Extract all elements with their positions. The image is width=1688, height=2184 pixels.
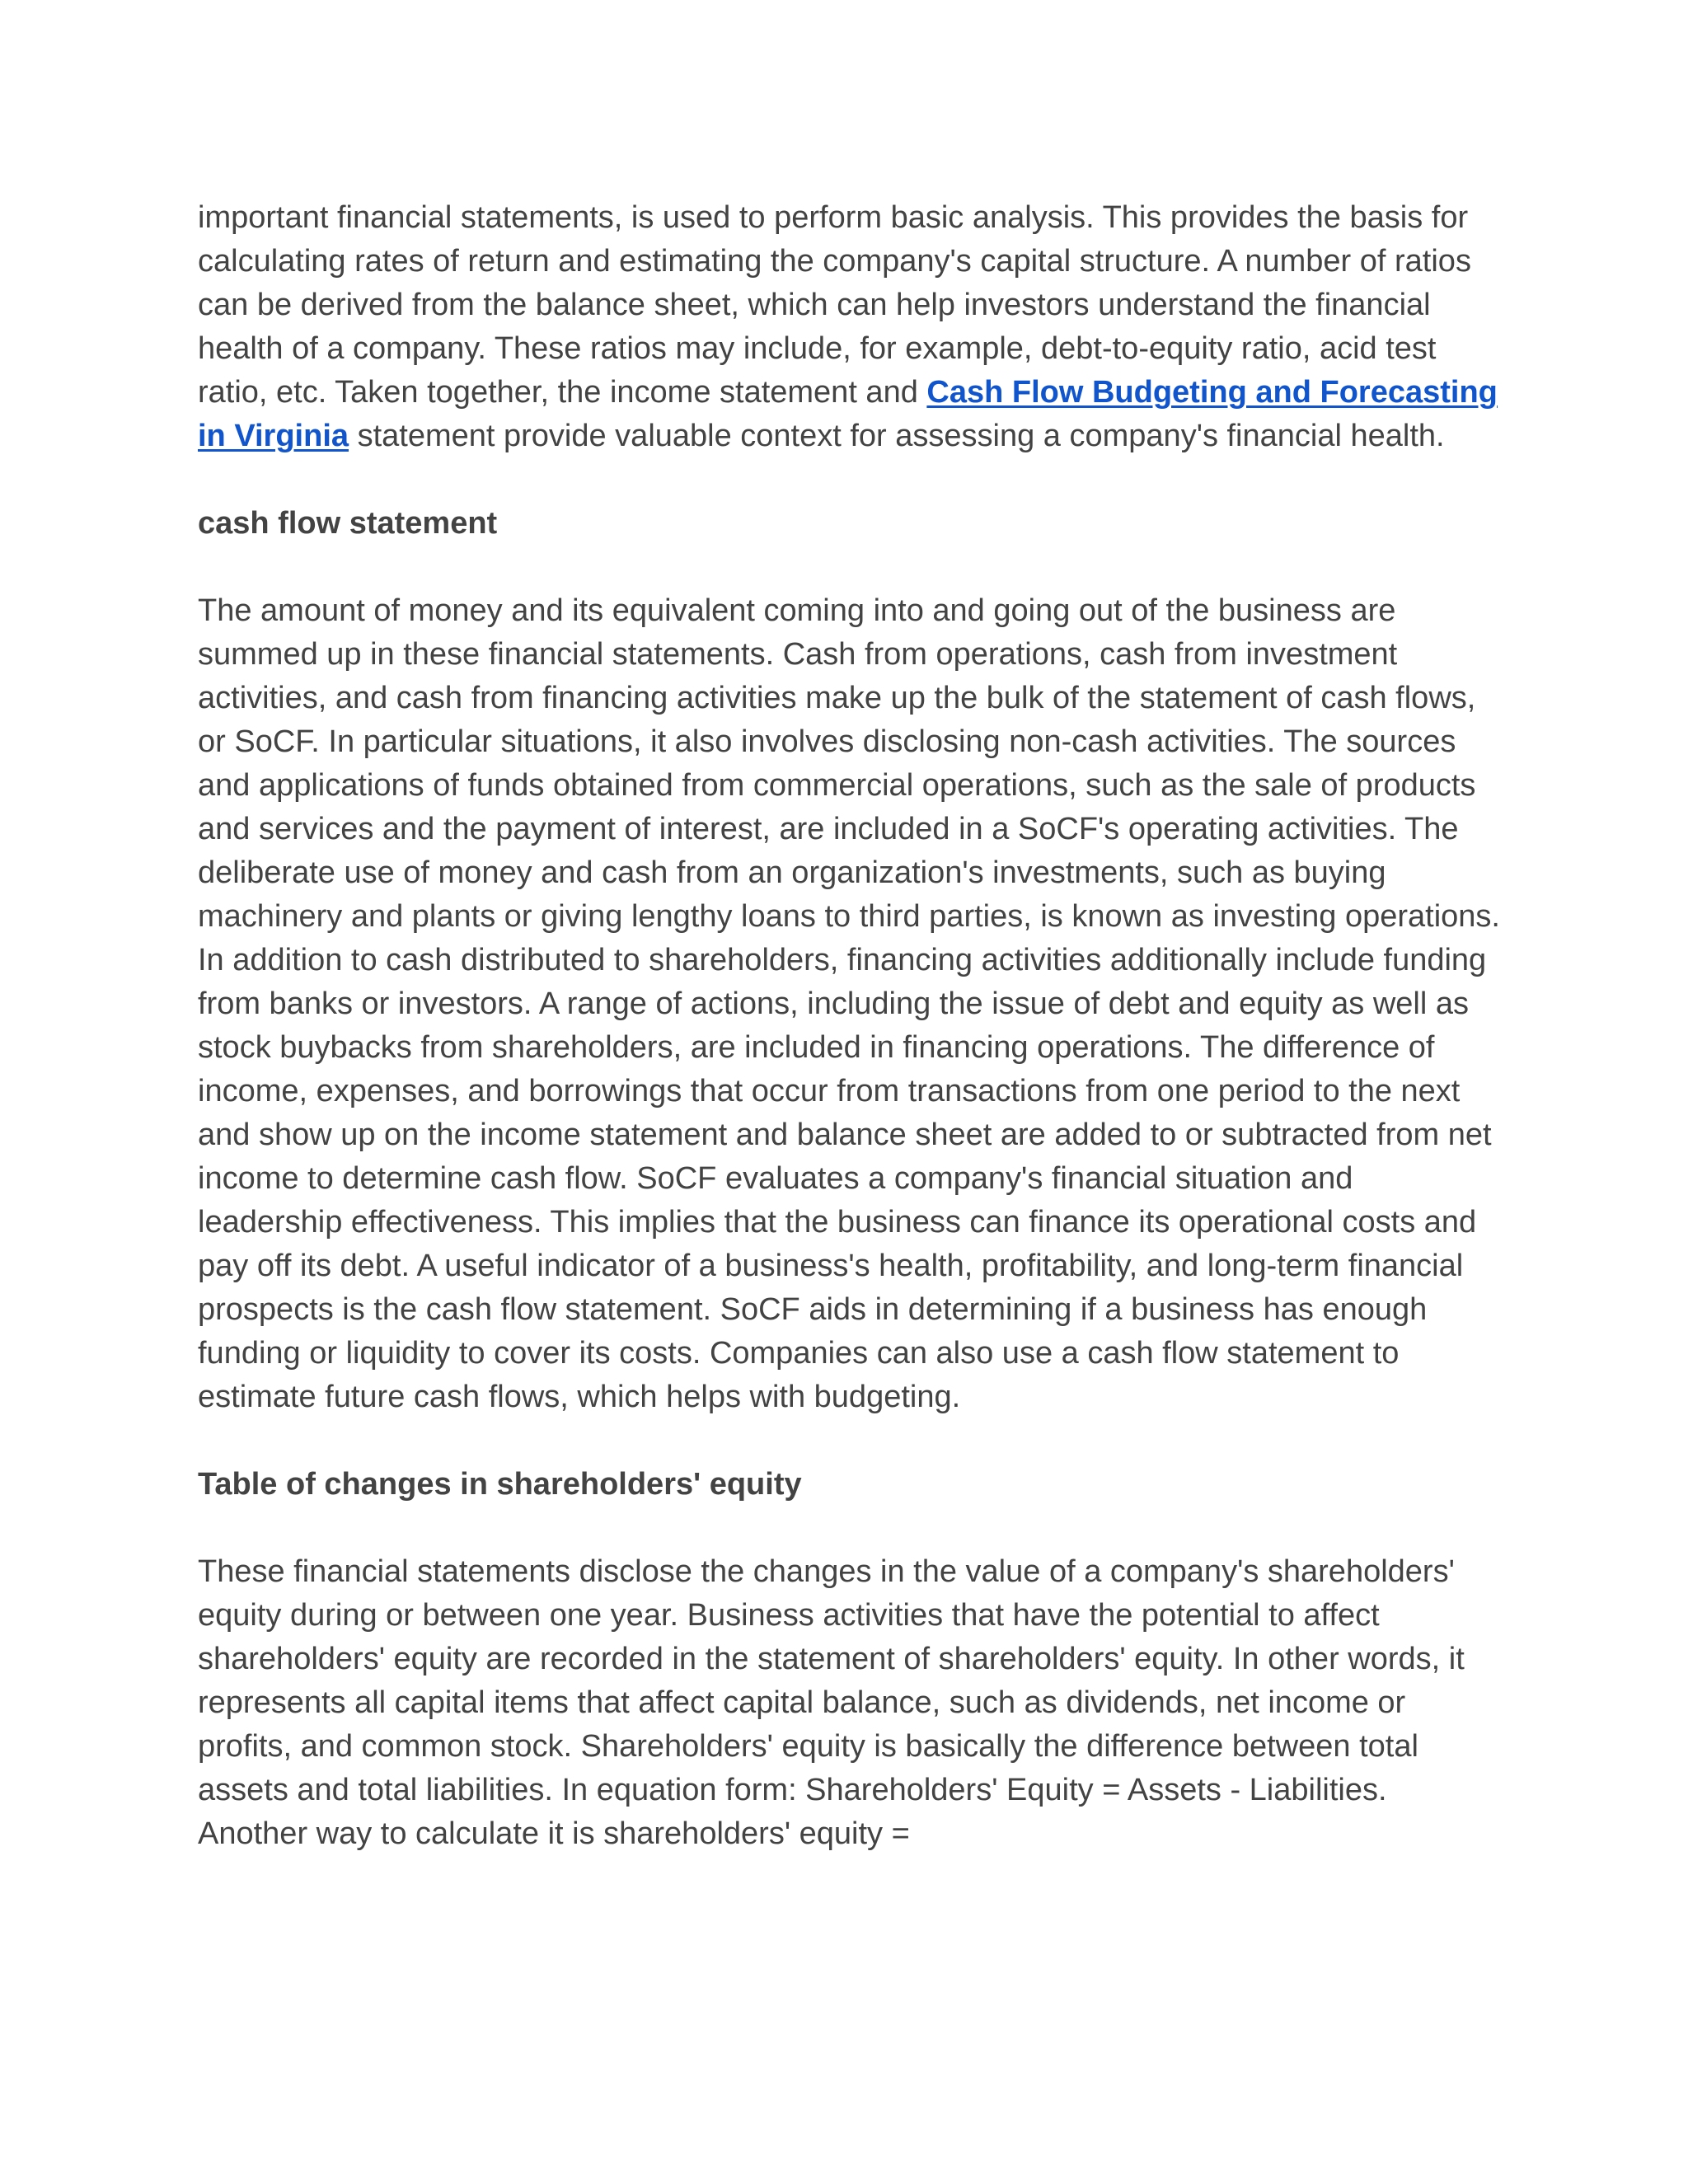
cash-flow-budgeting-link[interactable]: Cash Flow Budgeting and Forecasting in Virginia xyxy=(198,375,1498,453)
intro-text-after-link: statement provide valuable context for assessing a company's financial health. xyxy=(349,419,1445,453)
document-page xyxy=(198,196,1500,1856)
cash-flow-statement-heading: cash flow statement xyxy=(198,506,498,541)
cash-flow-statement-paragraph: The amount of money and its equivalent coming into and going out of the business are summed up in these financial statements. Cash from operations, cash from investment activities, and cash from financing activities make up the bulk of the statement of cash flows, or SoCF. In particular situations, it also involves disclosing non-cash activities. The sources and applications of funds obtained from commercial operations, such as the sale of products and services and the payment of interest, are included in a SoCF's operating activities. The deliberate use of money and cash from an organization's investments, such as buying machinery and plants or giving lengthy loans to third parties, is known as investing operations. In addition to cash distributed to shareholders, financing activities additionally include funding from banks or investors. A range of actions, including the issue of debt and equity as well as stock buybacks from shareholders, are included in financing operations. The difference of income, expenses, and borrowings that occur from transactions from one period to the next and show up on the income statement and balance sheet are added to or subtracted from net income to determine cash flow. SoCF evaluates a company's financial situation and leadership effectiveness. This implies that the business can finance its operational costs and pay off its debt. A useful indicator of a business's health, profitability, and long-term financial prospects is the cash flow statement. SoCF aids in determining if a business has enough funding or liquidity to cover its costs. Companies can also use a cash flow statement to estimate future cash flows, which helps with budgeting. xyxy=(198,593,1500,1414)
intro-text-before-link: important financial statements, is used to perform basic analysis. This provides the basis for calculating rates of return and estimating the company's capital structure. A number of ratios can be derived from the balance sheet, which can help investors understand the financial health of a company. These ratios may include, for example, debt-to-equity ratio, acid test ratio, etc. Taken together, the income statement and xyxy=(198,200,1471,410)
shareholders-equity-paragraph: These financial statements disclose the changes in the value of a company's shareholders' equity during or between one year. Business activities that have the potential to affect shareholders' equity are recorded in the statement of shareholders' equity. In other words, it represents all capital items that affect capital balance, such as dividends, net income or profits, and common stock. Shareholders' equity is basically the difference between total assets and total liabilities. In equation form: Shareholders' Equity = Assets - Liabilities. Another way to calculate it is shareholders' equity = xyxy=(198,1554,1465,1851)
intro-paragraph xyxy=(198,196,1500,458)
shareholders-equity-heading: Table of changes in shareholders' equity xyxy=(198,1467,802,1502)
